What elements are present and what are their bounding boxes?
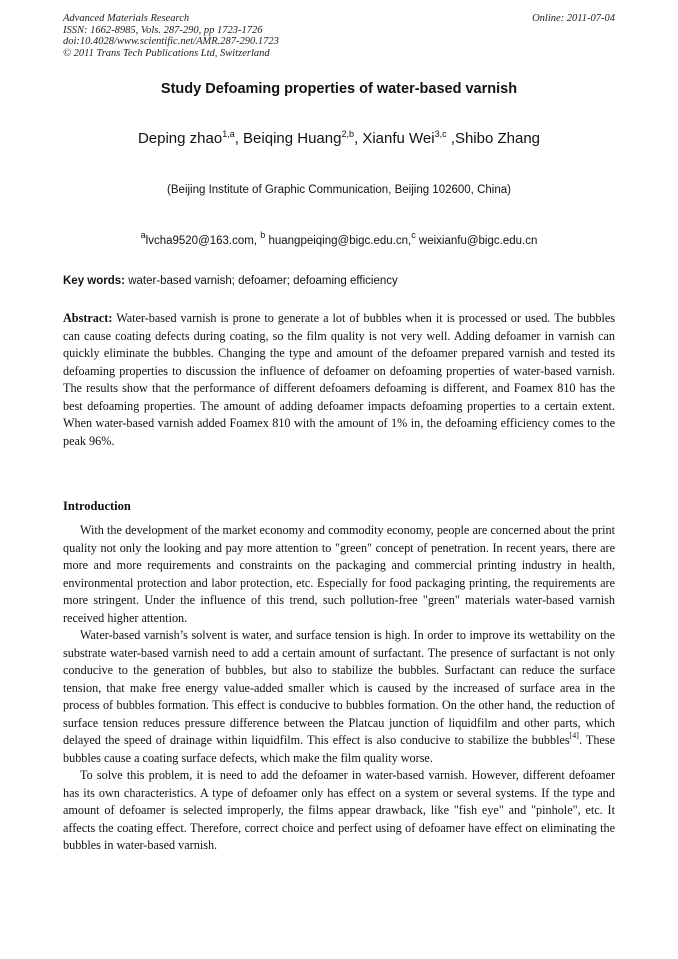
author-name: Shibo Zhang <box>454 130 541 147</box>
intro-paragraph-1: With the development of the market economy and commodity economy, people are concerned about the print quality not only the looking and pay more attention to "green" concept of penetration. In recent years, there are more and more requirements and constraints on the packaging and commercial printing industry in health, environmental protection and labor protection, etc. Especially for food packaging printing, the requirements are more stringent. Under the influence of this trend, such pollution-free "green" materials water-based varnish received higher attention. <box>63 523 615 625</box>
keywords-label: Key words: <box>63 275 125 287</box>
doi-line: doi:10.4028/www.scientific.net/AMR.287-290.1723 <box>63 36 279 47</box>
author-affil-marker: 2,b <box>341 129 354 139</box>
author-separator: , <box>446 130 455 147</box>
keywords-text: water-based varnish; defoamer; defoaming efficiency <box>125 275 398 287</box>
intro-paragraph-3: To solve this problem, it is need to add the defoamer in water-based varnish. However, different defoamer has its own characteristics. A type of defoamer only has effect on a system or several systems. If the type and amount of defoamer is selected improperly, the films appear drawback, like "fish eye" and "pinhole", etc. It affects the coating effect. Therefore, correct choice and perfect using of defoamer have effect on eliminating the bubbles in water-based varnish. <box>63 768 615 852</box>
paper-title: Study Defoaming properties of water-based varnish <box>160 81 518 97</box>
email-list <box>0 230 678 247</box>
copyright-line: © 2011 Trans Tech Publications Ltd, Switzerland <box>63 47 270 59</box>
email-address: huangpeiqing@bigc.edu.cn, <box>265 235 412 247</box>
online-date: Online: 2011-07-04 <box>532 13 615 24</box>
journal-name: Advanced Materials Research <box>63 13 190 24</box>
journal-header <box>63 13 615 59</box>
affiliation: (Beijing Institute of Graphic Communication, Beijing 102600, China) <box>167 184 511 196</box>
author-affil-marker: 1,a <box>222 129 235 139</box>
citation-marker: [4] <box>569 731 579 740</box>
introduction-heading: Introduction <box>63 499 131 513</box>
email-address: lvcha9520@163.com, <box>145 235 261 247</box>
issn-line: ISSN: 1662-8985, Vols. 287-290, pp 1723-1726 <box>63 24 263 36</box>
abstract-label: Abstract: <box>63 311 113 325</box>
email-marker: c <box>411 230 416 240</box>
author-separator: , <box>353 130 363 147</box>
abstract-text: Water-based varnish is prone to generate a lot of bubbles when it is processed or used. The bubbles can cause coating defects during coating, so the film quality is not very well. Adding defoamer in varnish can quickly eliminate the bubbles. Changing the type and amount of the defoamer prepared varnish and tested its defoaming properties to discussion the influence of defoamer on defoaming properties of water-based varnish. The results show that the performance of different defoamers defoaming is different, and Foamex 810 has the best defoaming properties. The amount of adding defoamer impacts defoaming properties to a certain extent. When water-based varnish added Foamex 810 with the amount of 1% in, the defoaming efficiency comes to the peak 96%. <box>63 311 615 448</box>
intro-paragraph-2-text: Water-based varnish’s solvent is water, and surface tension is high. In order to improve its wettability on the substrate water-based varnish need to add a certain amount of surfactant. The presence of surfactant is not only conducive to the generation of bubbles, but also to stabilize the bubbles. Surfactant can reduce the surface tension, that make free energy value-added smaller which is caused by the increased of surface area in the process of bubbles formation. This effect is conducive to bubbles formation. On the other hand, the reduction of surface tension reduces pressure difference between the Platcau junction of liquidfilm and other parts, which delayed the speed of drainage within liquidfilm. This effect is also conducive to stabilize the bubbles <box>63 628 615 747</box>
author-name: Deping zhao <box>137 130 223 147</box>
author-name: Xianfu Wei <box>362 130 435 147</box>
author-separator: , <box>234 130 244 147</box>
email-marker: a <box>140 230 146 240</box>
email-address: weixianfu@bigc.edu.cn <box>415 235 538 247</box>
abstract <box>63 310 615 450</box>
author-list <box>0 130 678 147</box>
intro-paragraph-2-end: . These bubbles cause a coating surface defects, which make the film quality worse. <box>63 733 615 765</box>
author-name: Beiqing Huang <box>243 130 342 147</box>
email-marker: b <box>260 230 266 240</box>
author-affil-marker: 3,c <box>434 129 447 139</box>
keywords <box>63 275 615 287</box>
intro-paragraph-2 <box>63 627 615 767</box>
introduction-body <box>63 522 615 855</box>
